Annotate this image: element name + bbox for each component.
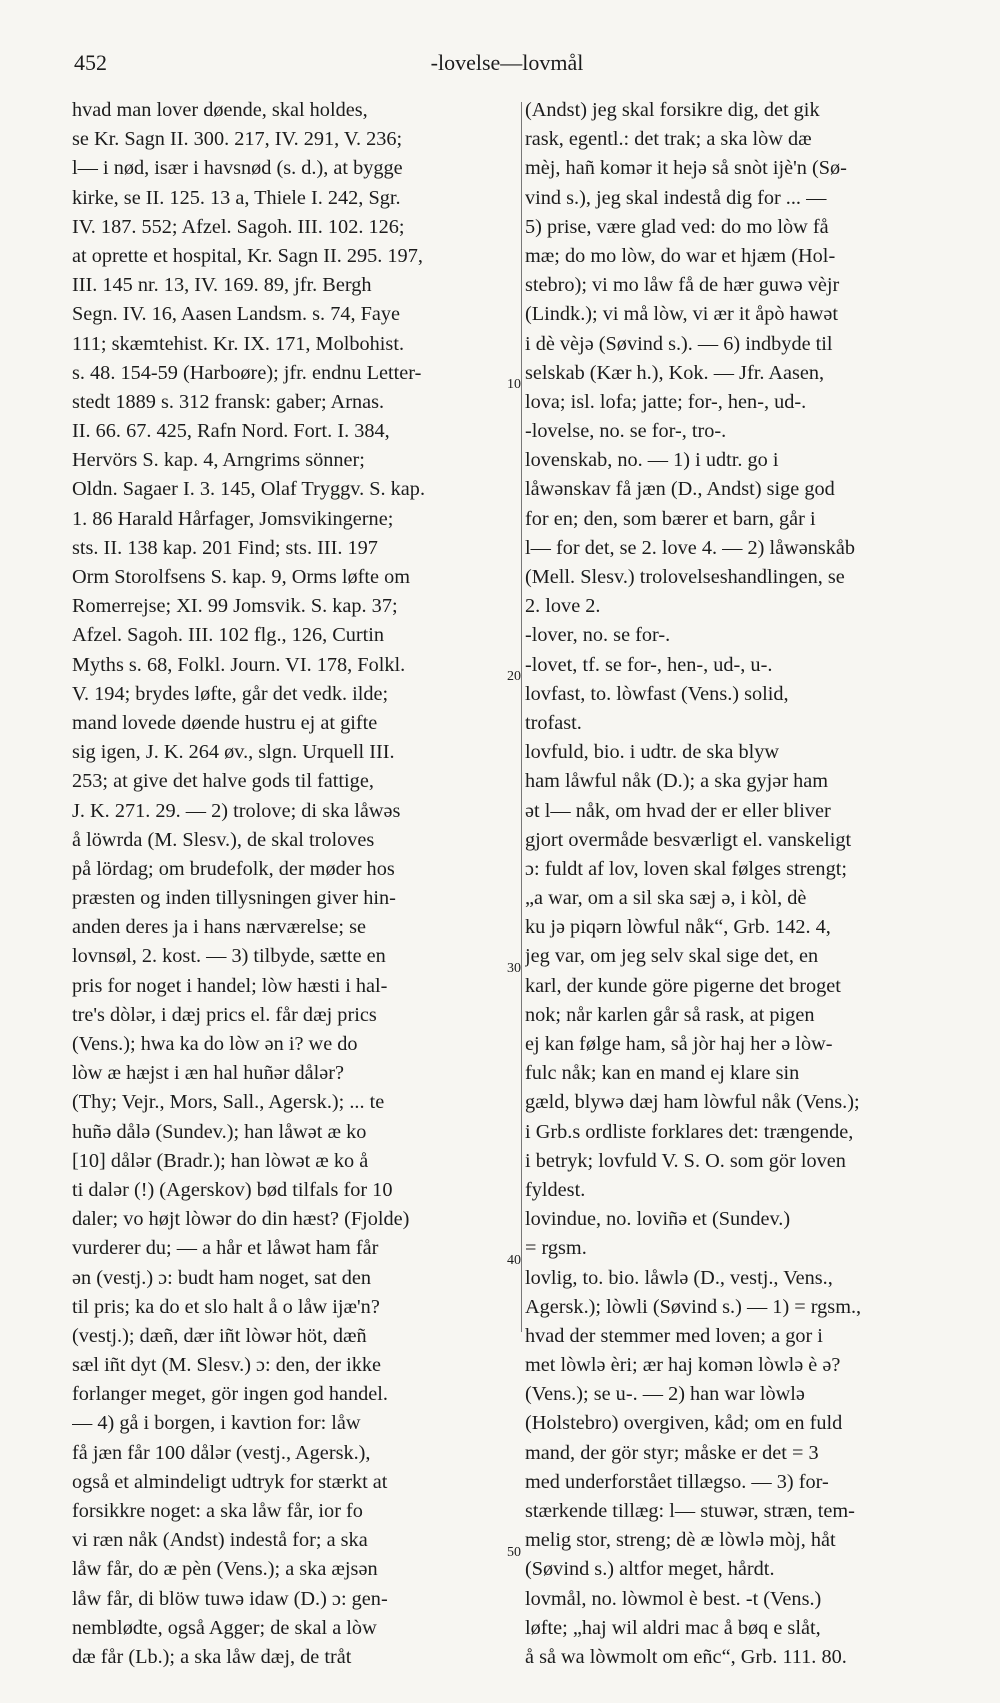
text-line: med underforstået tillægso. — 3) for- (525, 1470, 829, 1493)
text-line: tre's dòlər, i dæj prics el. får dæj prics (72, 1003, 377, 1026)
right-column (525, 96, 980, 1672)
text-line: IV. 187. 552; Afzel. Sagoh. III. 102. 126; (72, 215, 405, 238)
text-line: Hervörs S. kap. 4, Arngrims sönner; (72, 449, 365, 472)
text-line: l— for det, se 2. love 4. — 2) låwənskåb (525, 536, 856, 559)
text-line: melig stor, streng; dè æ lòwlə mòj, håt (525, 1529, 836, 1552)
text-line: karl, der kunde göre pigerne det broget (525, 974, 841, 997)
running-title: -lovelse—lovmål (430, 50, 584, 75)
text-line: daler; vo høјt lòwər do din hæst? (Fjolde) (72, 1208, 410, 1231)
text-line: fulc nåk; kan en mand ej klare sin (525, 1062, 800, 1085)
text-line: på lördag; om brudefolk, der møder hos (72, 857, 395, 880)
text-line: i dè vèjə (Søvind s.). — 6) indbyde til (525, 332, 833, 355)
text-line: 253; at give det halve gods til fattige, (72, 770, 374, 793)
text-line: huñə dålə (Sundev.); han låwət æ ko (72, 1120, 367, 1143)
text-line: låw får, di blöw tuwə idaw (D.) ɔ: gen- (72, 1587, 388, 1610)
text-line: mand lovede døende hustru ej at gifte (72, 711, 378, 734)
text-line: [10] dålər (Bradr.); han lòwət æ ko å (72, 1149, 369, 1172)
text-line: nemblødte, også Agger; de skal a lòw (72, 1616, 377, 1639)
text-line: vi ræn nåk (Andst) indestå for; a ska (72, 1529, 368, 1552)
text-line: mand, der gör styr; måske er det = 3 (525, 1441, 819, 1464)
text-line: lovfuld, bio. i udtr. de ska blyw (525, 741, 780, 764)
line-number: 40 (507, 1253, 521, 1268)
text-line: „a war, om a sil ska sæj ə, i kòl, dè (525, 887, 807, 910)
text-line: Segn. IV. 16, Aasen Landsm. s. 74, Faye (72, 303, 401, 326)
text-line: s. 48. 154-59 (Harboøre); jfr. endnu Letter- (72, 361, 422, 384)
text-line: præsten og inden tillysningen giver hin- (72, 887, 396, 910)
text-line: lovlig, to. bio. låwlə (D., vestj., Vens., (525, 1266, 833, 1289)
text-line: ku jə piqərn lòwful nåk“, Grb. 142. 4, (525, 916, 831, 939)
text-line: ɔ: fuldt af lov, loven skal følges strengt; (525, 857, 847, 880)
text-line: Romerrejse; XI. 99 Jomsvik. S. kap. 37; (72, 595, 398, 618)
text-line: gjort overmåde besværligt el. vanskeligt (525, 828, 852, 851)
text-line: hvad man lover døende, skal holdes, (72, 99, 368, 121)
text-line: (Lindk.); vi må lòw, vi ær it åpò hawət (525, 303, 838, 326)
text-line: -lovelse, no. se for-, tro-. (525, 420, 727, 443)
text-line: = rgsm. (525, 1237, 587, 1260)
text-line: (Vens.); hwa ka do lòw ən i? we do (72, 1033, 358, 1055)
text-line: (Vens.); se u-. — 2) han war lòwlə (525, 1383, 805, 1406)
text-line: sæl iñt dyt (M. Slesv.) ɔ: den, der ikke (72, 1354, 382, 1377)
text-line: lovindue, no. loviñə et (Sundev.) (525, 1208, 791, 1231)
text-line: stebro); vi mo låw få de hær guwə vèjr (525, 274, 840, 297)
text-line: lovmål, no. lòwmol è best. -t (Vens.) (525, 1587, 822, 1610)
text-line: (Holstebro) overgiven, kåd; om en fuld (525, 1412, 843, 1435)
text-line: (Søvind s.) altfor meget, hårdt. (525, 1558, 775, 1581)
text-line: forsikkre noget: a ska låw får, ior fo (72, 1500, 363, 1522)
text-line: lovenskab, no. — 1) i udtr. go i (525, 449, 779, 472)
text-line: gæld, blywə dæj ham lòwful nåk (Vens.); (525, 1091, 860, 1114)
left-column (72, 96, 520, 1672)
text-line: (Thy; Vejr., Mors, Sall., Agersk.); ... te (72, 1091, 385, 1114)
text-line: løfte; „haj wil aldri mac å bøq e slåt, (525, 1616, 821, 1639)
text-line: sig igen, J. K. 264 øv., slgn. Urquell III. (72, 741, 395, 764)
text-line: også et almindeligt udtryk for stærkt at (72, 1470, 388, 1493)
text-line: ej kan følge ham, så jòr haj her ə lòw- (525, 1033, 833, 1055)
text-line: lovfast, to. lòwfast (Vens.) solid, (525, 682, 789, 705)
text-line: i Grb.s ordliste forklares det: trængende, (525, 1120, 854, 1143)
text-line: V. 194; brydes løfte, går det vedk. ilde; (72, 682, 389, 705)
text-line: III. 145 nr. 13, IV. 169. 89, jfr. Bergh (72, 274, 372, 297)
text-line: fyldest. (525, 1178, 586, 1201)
text-line: ən (vestj.) ɔ: budt ham noget, sat den (72, 1266, 372, 1289)
text-line: ham låwful nåk (D.); a ska gyjər ham (525, 770, 828, 793)
text-line: få jæn får 100 dålər (vestj., Agersk.), (72, 1441, 371, 1464)
text-line: J. K. 271. 29. — 2) trolove; di ska låwəs (72, 799, 401, 822)
text-line: forlanger meget, gör ingen god handel. (72, 1383, 388, 1406)
text-line: å så wa lòwmolt om eñc“, Grb. 111. 80. (525, 1645, 847, 1668)
text-line: stærkende tillæg: l— stuwər, stræn, tem- (525, 1500, 855, 1522)
line-number: 30 (507, 961, 521, 976)
text-line: stedt 1889 s. 312 fransk: gaber; Arnas. (72, 390, 385, 413)
page-header (74, 50, 940, 80)
text-line: rask, egentl.: det trak; a ska lòw dæ (525, 128, 812, 151)
text-line: selskab (Kær h.), Kok. — Jfr. Aasen, (525, 361, 825, 384)
text-line: 111; skæmtehist. Kr. IX. 171, Molbohist. (72, 332, 405, 355)
text-line: met lòwlə èri; ær haj komən lòwlə è ə? (525, 1354, 841, 1377)
text-line: anden deres ja i hans nærværelse; se (72, 916, 366, 939)
text-line: til pris; ka do et slo halt å o låw ijæ'n? (72, 1295, 380, 1318)
text-line: -lovet, tf. se for-, hen-, ud-, u-. (525, 653, 773, 676)
text-line: dæ får (Lb.); a ska låw dæj, de tråt (72, 1645, 352, 1668)
text-line: ti dalər (!) (Agerskov) bød tilfals for 10 (72, 1178, 393, 1201)
text-line: II. 66. 67. 425, Rafn Nord. Fort. I. 384, (72, 420, 390, 443)
column-divider (521, 102, 522, 1332)
text-line: i betryk; lovfuld V. S. O. som gör loven (525, 1149, 846, 1172)
text-line: lova; isl. lofa; jatte; for-, hen-, ud-. (525, 390, 807, 413)
text-line: ət l— nåk, om hvad der er eller bliver (525, 799, 831, 822)
text-line: trofast. (525, 711, 582, 734)
text-line: (Andst) jeg skal forsikre dig, det gik (525, 99, 820, 121)
text-line: låwənskav få jæn (D., Andst) sige god (525, 478, 835, 501)
text-line: Orm Storolfsens S. kap. 9, Orms løfte om (72, 566, 410, 588)
text-line: l— i nød, især i havsnød (s. d.), at bygge (72, 157, 403, 180)
text-line: — 4) gå i borgen, i kavtion for: låw (72, 1412, 361, 1435)
text-line: (Mell. Slesv.) trolovelseshandlingen, se (525, 566, 845, 588)
text-line: mèj, hañ komər it hejə så snòt ijè'n (Sø- (525, 157, 847, 180)
text-line: Myths s. 68, Folkl. Journ. VI. 178, Folkl. (72, 653, 406, 676)
text-line: vind s.), jeg skal indestå dig for ... — (525, 186, 827, 209)
text-line: lòw æ hæjst i æn hal huñər dålər? (72, 1062, 345, 1085)
text-line: for en; den, som bærer et barn, går i (525, 507, 816, 530)
text-line: 5) prise, være glad ved: do mo lòw få (525, 215, 829, 238)
text-line: (vestj.); dæñ, dær iñt lòwər höt, dæñ (72, 1324, 367, 1347)
text-line: jeg var, om jeg selv skal sige det, en (525, 945, 819, 968)
text-line: Agersk.); lòwli (Søvind s.) — 1) = rgsm., (525, 1295, 862, 1318)
line-number: 20 (507, 669, 521, 684)
line-number: 10 (507, 377, 521, 392)
text-line: låw får, do æ pèn (Vens.); a ska æjsən (72, 1558, 378, 1581)
text-line: mæ; do mo lòw, do war et hjæm (Hol- (525, 244, 836, 267)
text-line: 1. 86 Harald Hårfager, Jomsvikingerne; (72, 507, 394, 530)
text-line: vurderer du; — a hår et låwət ham får (72, 1237, 379, 1260)
page-number: 452 (74, 50, 107, 75)
text-line: se Kr. Sagn II. 300. 217, IV. 291, V. 236; (72, 128, 403, 151)
text-line: -lover, no. se for-. (525, 624, 671, 647)
text-line: hvad der stemmer med loven; a gor i (525, 1324, 823, 1347)
text-line: nok; når karlen går så rask, at pigen (525, 1003, 815, 1026)
text-line: at oprette et hospital, Kr. Sagn II. 295. 197, (72, 244, 423, 267)
text-line: kirke, se II. 125. 13 a, Thiele I. 242, Sgr. (72, 186, 401, 209)
text-line: Afzel. Sagoh. III. 102 flg., 126, Curtin (72, 624, 385, 647)
text-line: lovnsøl, 2. kost. — 3) tilbyde, sætte en (72, 945, 386, 968)
line-number: 50 (507, 1545, 521, 1560)
text-line: Oldn. Sagaer I. 3. 145, Olaf Tryggv. S. kap. (72, 478, 426, 501)
text-line: sts. II. 138 kap. 201 Find; sts. III. 197 (72, 536, 378, 559)
text-line: pris for noget i handel; lòw hæsti i hal- (72, 974, 388, 997)
text-line: 2. love 2. (525, 595, 601, 618)
text-line: å löwrda (M. Slesv.), de skal troloves (72, 828, 375, 851)
